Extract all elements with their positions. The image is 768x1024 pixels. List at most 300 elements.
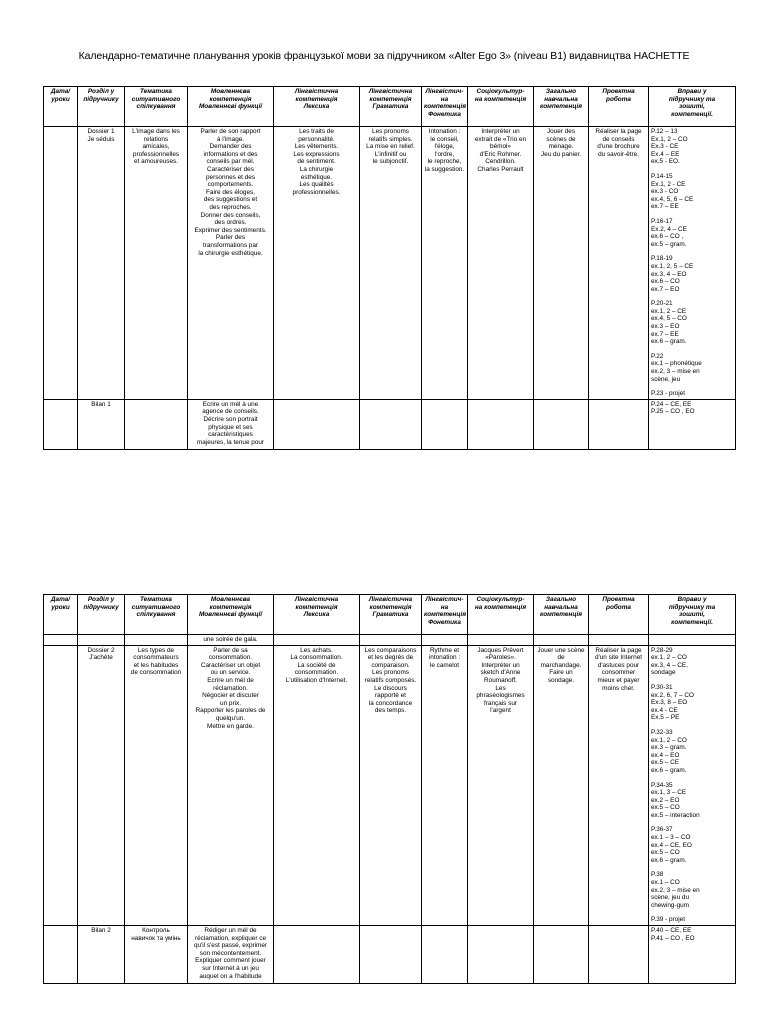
- cell-grammar: [360, 635, 422, 646]
- cell-text: ex.3 – EO: [651, 323, 680, 331]
- cell-text: l'éloge, l'ordre,: [434, 143, 455, 158]
- cell-text: Exprimer des sentiments.: [194, 226, 267, 234]
- cell-textbook-unit: [78, 635, 125, 646]
- cell-text: de sentiment.: [297, 158, 336, 166]
- cell-text: l'argent: [490, 707, 511, 715]
- cell-text: Les pronoms: [372, 128, 409, 135]
- cell-text: Ex.2, 4 – CE: [651, 225, 687, 233]
- cell-text: Cendrillon.: [485, 158, 516, 166]
- cell-text: de: [557, 654, 565, 662]
- column-header-text: Лінгвістична: [368, 88, 413, 95]
- cell-text: professionnelles: [132, 150, 180, 158]
- column-header-text: ситуативного: [131, 95, 181, 103]
- cell-text: une soirée de gala.: [203, 636, 258, 643]
- cell-text: ex.1 – phonétique: [651, 360, 702, 368]
- cell-text: Demander des: [209, 143, 252, 151]
- cell-text: ex.4 - CE: [651, 706, 678, 714]
- cell-text: ex.5 – gram.: [651, 240, 687, 248]
- column-header-date-lesson: [44, 87, 78, 127]
- column-header-vocabulary: [274, 87, 360, 127]
- cell-text: Charles Perrault: [477, 165, 524, 173]
- cell-text: Les comparaisons: [364, 646, 417, 654]
- cell-text: des reproches.: [209, 203, 252, 211]
- table-row: [44, 127, 736, 400]
- column-header-text: уроки: [51, 95, 70, 103]
- cell-text: P.24 – CE, EE: [651, 400, 692, 408]
- column-header-text: Загально: [545, 88, 577, 95]
- cell-text: ex.5 – interaction: [651, 811, 700, 819]
- cell-text: ex.5 – CE: [651, 759, 680, 767]
- cell-text: Les achats.: [300, 646, 333, 654]
- cell-text: Faire des éloges,: [205, 188, 256, 196]
- cell-vocabulary: [274, 127, 360, 400]
- cell-speech-competence: [188, 127, 274, 400]
- cell-grammar: [360, 645, 422, 925]
- cell-phonetics: [422, 127, 468, 400]
- cell-general-skills: [534, 635, 589, 646]
- cell-text: Caractériser un objet: [200, 661, 261, 669]
- column-header-text: компетенція: [295, 603, 338, 611]
- cell-text: Parler de sa: [213, 646, 248, 654]
- cell-text: ex.2, 6, 7 – CO: [651, 691, 694, 699]
- cell-text: Dossier 1: [87, 128, 115, 135]
- planning-table-1: [43, 86, 736, 450]
- cell-text: un prix.: [220, 699, 241, 707]
- cell-text: P.40 – CE, EE: [651, 927, 692, 934]
- column-header-text: Проектна: [602, 596, 635, 603]
- cell-text: Bilan 2: [91, 927, 111, 934]
- table-row: [44, 635, 736, 646]
- cell-text: du savoir-être.: [598, 150, 639, 158]
- cell-text: consommateurs: [133, 654, 179, 662]
- column-header-text: робота: [606, 95, 631, 103]
- cell-text: Faire un: [549, 669, 573, 677]
- cell-text: consommer: [601, 669, 636, 677]
- cell-text: ex.7 – EE: [651, 203, 679, 211]
- column-header-grammar: [360, 87, 422, 127]
- cell-text: L'utilisation d'Internet.: [285, 676, 348, 684]
- cell-text: P.20-21: [651, 300, 673, 308]
- cell-text: Intonation :: [428, 128, 461, 135]
- cell-project: [589, 926, 649, 984]
- cell-sociocultural: [468, 399, 534, 449]
- cell-text: Bilan 1: [91, 400, 111, 408]
- column-header-text: зошиті,: [679, 103, 705, 111]
- cell-text: Caractériser des: [207, 165, 254, 173]
- column-header-text: Лінгвістична: [368, 596, 413, 603]
- cell-text: ex.1, 2 – CE: [651, 307, 687, 315]
- cell-phonetics: [422, 635, 468, 646]
- cell-text: P.34-35: [651, 781, 673, 789]
- cell-text: La chirurgie: [299, 165, 334, 173]
- column-header-topic: [125, 595, 188, 635]
- cell-text: des suggestions et: [203, 196, 258, 204]
- cell-general-skills: [534, 399, 589, 449]
- cell-text: ex.2, 3 – mise en: [651, 368, 700, 376]
- column-header-text: компетенція: [424, 103, 467, 111]
- cell-text: Dossier 2: [87, 646, 115, 654]
- cell-text: relatifs composés.: [364, 676, 417, 684]
- cell-text: [651, 293, 733, 300]
- column-header-text: Соціокультур-: [476, 596, 525, 603]
- column-header-text: Розділ у: [87, 88, 115, 95]
- cell-text: Jacques Prévert: [477, 646, 524, 654]
- cell-textbook-unit: [78, 399, 125, 449]
- cell-text: Les vêtements.: [294, 143, 339, 151]
- cell-text: scène, jeu du: [651, 894, 690, 902]
- cell-text: Ex.4 – EE: [651, 150, 680, 158]
- column-header-general-skills: [534, 87, 589, 127]
- column-header-text: Мовленнєва: [210, 88, 251, 95]
- cell-grammar: [360, 399, 422, 449]
- column-header-text: Вправи у: [677, 88, 707, 95]
- cell-phonetics: [422, 645, 468, 925]
- cell-text: ex.1 – 3 – CO: [651, 834, 691, 842]
- column-header-text: Проектна: [602, 88, 635, 95]
- cell-text: scène, jeu: [651, 375, 681, 383]
- column-header-exercises: [649, 87, 736, 127]
- cell-text: d'Eric Rohmer.: [479, 150, 522, 158]
- cell-date-lesson: [44, 645, 78, 925]
- cell-text: P.36-37: [651, 826, 673, 834]
- cell-text: ménage.: [548, 143, 574, 151]
- cell-general-skills: [534, 645, 589, 925]
- cell-text: le conseil,: [430, 135, 459, 143]
- cell-text: ex.4 – CE, EO: [651, 841, 692, 849]
- column-header-project: [589, 595, 649, 635]
- cell-general-skills: [534, 926, 589, 984]
- cell-text: [651, 864, 733, 871]
- cell-text: Le discours: [374, 684, 407, 692]
- cell-text: Les types de: [137, 646, 175, 654]
- column-header-date-lesson: [44, 595, 78, 635]
- cell-text: Jeu du panier.: [540, 150, 582, 158]
- cell-vocabulary: [274, 926, 360, 984]
- cell-text: Réaliser la page: [595, 646, 642, 654]
- column-header-text: Розділ у: [87, 596, 115, 603]
- table-row: [44, 926, 736, 984]
- cell-text: ex.4, 5, 6 – CE: [651, 195, 694, 203]
- cell-text: le camelot: [429, 661, 460, 669]
- column-header-text: компетенція: [424, 611, 467, 619]
- cell-text: amicales,: [142, 143, 170, 151]
- cell-date-lesson: [44, 635, 78, 646]
- cell-text: de conseils: [602, 135, 635, 143]
- cell-topic: [125, 127, 188, 400]
- column-header-text: на: [440, 95, 449, 103]
- cell-text: [651, 346, 733, 353]
- column-header-topic: [125, 87, 188, 127]
- column-header-text: підручнику та: [668, 603, 716, 611]
- cell-text: et les habitudes: [133, 661, 179, 669]
- cell-grammar: [360, 926, 422, 984]
- cell-text: Контроль: [142, 927, 170, 934]
- column-header-text: зошиті,: [679, 611, 705, 619]
- cell-sociocultural: [468, 926, 534, 984]
- cell-text: L'image dans les: [132, 128, 180, 135]
- cell-text: ex.7 – EE: [651, 330, 679, 338]
- column-header-speech-competence: [188, 87, 274, 127]
- cell-text: Ex.3 - CE: [651, 143, 679, 151]
- cell-text: P.41 – CO , EO: [651, 934, 695, 942]
- cell-text: ex.4, 5 – CO: [651, 315, 687, 323]
- cell-text: Ex.1, 2 – CO: [651, 135, 688, 143]
- cell-text: Jouer une scène: [537, 646, 585, 654]
- cell-text: Donner des conseils,: [200, 211, 261, 219]
- cell-speech-competence: [188, 645, 274, 925]
- cell-project: [589, 635, 649, 646]
- cell-text: agence de conseils.: [202, 408, 259, 416]
- cell-text: P.39 - projet: [651, 916, 685, 924]
- column-header-text: підручнику: [83, 95, 119, 103]
- column-header-text: компетенція: [369, 95, 412, 103]
- cell-exercises: [649, 645, 736, 925]
- cell-text: Négocier et discuter: [202, 692, 259, 700]
- cell-text: P.28-29: [651, 646, 673, 654]
- cell-text: Roumanoff.: [484, 676, 517, 684]
- cell-text: Rapporter les paroles de: [195, 707, 266, 715]
- cell-text: consommation.: [294, 669, 339, 677]
- cell-text: ex.1 – CO: [651, 879, 680, 887]
- column-header-text: компетенція: [369, 603, 412, 611]
- cell-text: Rédiger un mél de: [204, 927, 257, 934]
- cell-vocabulary: [274, 645, 360, 925]
- cell-topic: [125, 399, 188, 449]
- cell-text: transformations par: [202, 241, 259, 249]
- cell-topic: [125, 645, 188, 925]
- cell-text: la chirurgie esthétique.: [198, 249, 263, 257]
- cell-text: P.23 - projet: [651, 390, 685, 398]
- cell-text: ou un service.: [210, 669, 251, 677]
- cell-textbook-unit: [78, 926, 125, 984]
- cell-sociocultural: [468, 635, 534, 646]
- column-header-exercises: [649, 595, 736, 635]
- column-header-speech-competence: [188, 595, 274, 635]
- cell-text: moins cher.: [602, 684, 635, 692]
- cell-text: qu'il s'est passé, exprimer: [193, 942, 268, 950]
- cell-text: [651, 166, 733, 173]
- cell-text: ex.7 – EO: [651, 285, 680, 293]
- cell-textbook-unit: [78, 127, 125, 400]
- cell-text: rapporté et: [375, 692, 406, 700]
- cell-text: ex.1, 2 – CO: [651, 736, 687, 744]
- cell-text: P.18-19: [651, 255, 673, 263]
- column-header-text: компетенція: [209, 603, 252, 611]
- column-header-text: Соціокультур-: [476, 88, 525, 95]
- planning-table-2: [43, 594, 736, 984]
- column-header-text: Лінгвістич-: [425, 596, 464, 603]
- column-header-text: ситуативного: [131, 603, 181, 611]
- cell-text: réclamation.: [213, 684, 248, 692]
- cell-text: extrait de «Trio en: [474, 135, 527, 143]
- column-header-text: компетенція: [539, 103, 582, 111]
- cell-text: Les expressions: [293, 150, 340, 158]
- column-header-text: Вправи у: [677, 596, 707, 603]
- cell-text: Expliquer comment jouer: [195, 957, 266, 965]
- cell-text: Ex.5 – PE: [651, 714, 680, 722]
- column-header-text: компетенція: [209, 95, 252, 103]
- cell-text: scènes de: [546, 135, 576, 143]
- column-header-text: Граматика: [372, 103, 409, 111]
- cell-date-lesson: [44, 926, 78, 984]
- cell-text: La société de: [297, 661, 336, 669]
- cell-text: la concordance: [368, 699, 413, 707]
- cell-text: sketch d'Anne: [480, 669, 521, 677]
- cell-text: P.32-33: [651, 728, 673, 736]
- cell-speech-competence: [188, 399, 274, 449]
- cell-text: bémol»: [490, 143, 511, 151]
- cell-text: Ecrire un mél de: [207, 676, 254, 684]
- cell-speech-competence: [188, 926, 274, 984]
- cell-text: personnes et des: [205, 173, 256, 181]
- table-header-row: [44, 87, 736, 127]
- cell-text: [651, 383, 733, 390]
- cell-text: [651, 248, 733, 255]
- cell-text: informations et des: [203, 150, 258, 158]
- cell-text: Réaliser la page: [595, 128, 642, 135]
- cell-text: навичок та умінь: [131, 934, 181, 942]
- cell-text: ex.1, 2, 5 – CE: [651, 262, 694, 270]
- cell-vocabulary: [274, 635, 360, 646]
- column-header-textbook-unit: [78, 595, 125, 635]
- column-header-text: Лінгвістич-: [425, 88, 464, 95]
- column-header-phonetics: [422, 87, 468, 127]
- cell-text: ex.3 - CO: [651, 188, 679, 196]
- cell-text: P.12 – 13: [651, 128, 678, 135]
- cell-exercises: [649, 926, 736, 984]
- column-header-grammar: [360, 595, 422, 635]
- cell-text: quelqu'un.: [215, 714, 246, 722]
- column-header-text: Тематика: [140, 596, 172, 603]
- cell-text: [651, 722, 733, 729]
- cell-speech-competence: [188, 635, 274, 646]
- cell-text: Ex.3, 8 – EO: [651, 699, 688, 707]
- cell-project: [589, 399, 649, 449]
- cell-date-lesson: [44, 127, 78, 400]
- cell-text: P.16-17: [651, 217, 673, 225]
- cell-text: la suggestion.: [424, 165, 465, 173]
- cell-text: comportements.: [207, 181, 254, 189]
- cell-text: Les pronoms: [372, 669, 409, 677]
- cell-text: des temps.: [374, 707, 407, 715]
- cell-text: Ex.1, 2 - CE: [651, 180, 686, 188]
- cell-text: Les traits de: [299, 128, 334, 135]
- column-header-text: Фонетика: [428, 618, 461, 626]
- cell-exercises: [649, 127, 736, 400]
- column-header-text: Фонетика: [428, 110, 461, 118]
- document-title: Календарно-тематичне планування уроків французької мови за підручником «Alter Ego 3» (niveau B1) видавництва HACHETTE: [78, 50, 690, 62]
- cell-text: ex.2 – EO: [651, 796, 680, 804]
- cell-grammar: [360, 127, 422, 400]
- cell-sociocultural: [468, 645, 534, 925]
- cell-text: esthétique.: [300, 173, 333, 181]
- cell-text: le reproche,: [427, 158, 462, 166]
- cell-text: professionnelles.: [292, 188, 341, 196]
- cell-text: personnalité.: [298, 135, 335, 143]
- column-header-sociocultural: [468, 595, 534, 635]
- column-header-text: Загально: [545, 596, 577, 603]
- cell-text: intonation :: [428, 654, 461, 662]
- cell-text: Décrire son portrait: [203, 416, 258, 423]
- cell-text: P.14-15: [651, 172, 673, 180]
- cell-text: Interpréter un: [481, 128, 520, 135]
- cell-text: P.30-31: [651, 683, 673, 691]
- cell-text: le subjonctif.: [372, 158, 409, 166]
- cell-text: ex.3, 4 – EO: [651, 270, 687, 278]
- column-header-text: Лінгвістична: [294, 88, 339, 95]
- cell-text: à l'image.: [216, 135, 245, 143]
- cell-text: son mécontentement.: [199, 949, 262, 957]
- cell-text: français sur: [483, 699, 518, 707]
- column-header-general-skills: [534, 595, 589, 635]
- column-header-sociocultural: [468, 87, 534, 127]
- cell-text: Les qualités: [299, 181, 334, 189]
- column-header-text: підручнику та: [668, 95, 716, 103]
- cell-text: P.38: [651, 871, 664, 879]
- cell-text: sondage: [651, 669, 676, 677]
- cell-project: [589, 645, 649, 925]
- cell-text: ex.6 – gram.: [651, 766, 687, 774]
- column-header-text: компетенції.: [671, 110, 713, 118]
- cell-text: conseils par mél.: [206, 158, 255, 166]
- column-header-text: навчальна: [544, 603, 578, 611]
- cell-text: d'une brochure: [597, 143, 640, 151]
- cell-text: d'astuces pour: [597, 661, 640, 669]
- cell-text: Les: [495, 684, 506, 692]
- column-header-text: Мовленнєва: [210, 596, 251, 603]
- cell-sociocultural: [468, 127, 534, 400]
- cell-vocabulary: [274, 399, 360, 449]
- column-header-text: Мовленнєві функції: [198, 611, 263, 619]
- cell-text: des ordres.: [214, 219, 247, 227]
- cell-text: et les degrés de: [367, 654, 414, 662]
- cell-text: ex.6 – gram.: [651, 856, 687, 864]
- column-header-project: [589, 87, 649, 127]
- cell-text: sur Internet à un jeu: [202, 964, 259, 972]
- cell-text: caractéristiques: [208, 431, 253, 439]
- cell-text: d'un site Internet: [594, 654, 643, 662]
- column-header-text: підручнику: [83, 603, 119, 611]
- cell-text: chewing-gum: [651, 901, 690, 909]
- column-header-text: Граматика: [372, 611, 409, 619]
- cell-phonetics: [422, 399, 468, 449]
- cell-text: Je séduis: [87, 135, 115, 143]
- cell-text: ex.4 – EO: [651, 751, 680, 759]
- column-header-text: робота: [606, 603, 631, 611]
- table-row: [44, 645, 736, 925]
- cell-text: et amoureuses.: [133, 158, 179, 166]
- cell-text: ex.6 – CO ,: [651, 233, 684, 241]
- cell-text: relations: [143, 135, 169, 143]
- cell-general-skills: [534, 127, 589, 400]
- column-header-text: Дата/: [50, 88, 71, 95]
- cell-text: réclamation, expliquer ce: [194, 934, 267, 942]
- cell-text: Parler des: [215, 234, 246, 242]
- column-header-text: Лінгвістична: [294, 596, 339, 603]
- cell-text: «Paroles».: [485, 654, 516, 662]
- cell-text: [651, 677, 733, 684]
- table-header-row: [44, 595, 736, 635]
- column-header-phonetics: [422, 595, 468, 635]
- cell-text: L'infinitif ou: [374, 150, 407, 158]
- cell-text: marchandage.: [540, 661, 582, 669]
- cell-text: consommation.: [208, 654, 253, 662]
- column-header-text: спілкування: [136, 611, 176, 619]
- cell-text: ex.6 – CO: [651, 278, 680, 286]
- cell-text: mieux et payer: [597, 676, 640, 684]
- cell-text: majeures, la tenue pour: [196, 438, 265, 446]
- cell-text: [651, 909, 733, 916]
